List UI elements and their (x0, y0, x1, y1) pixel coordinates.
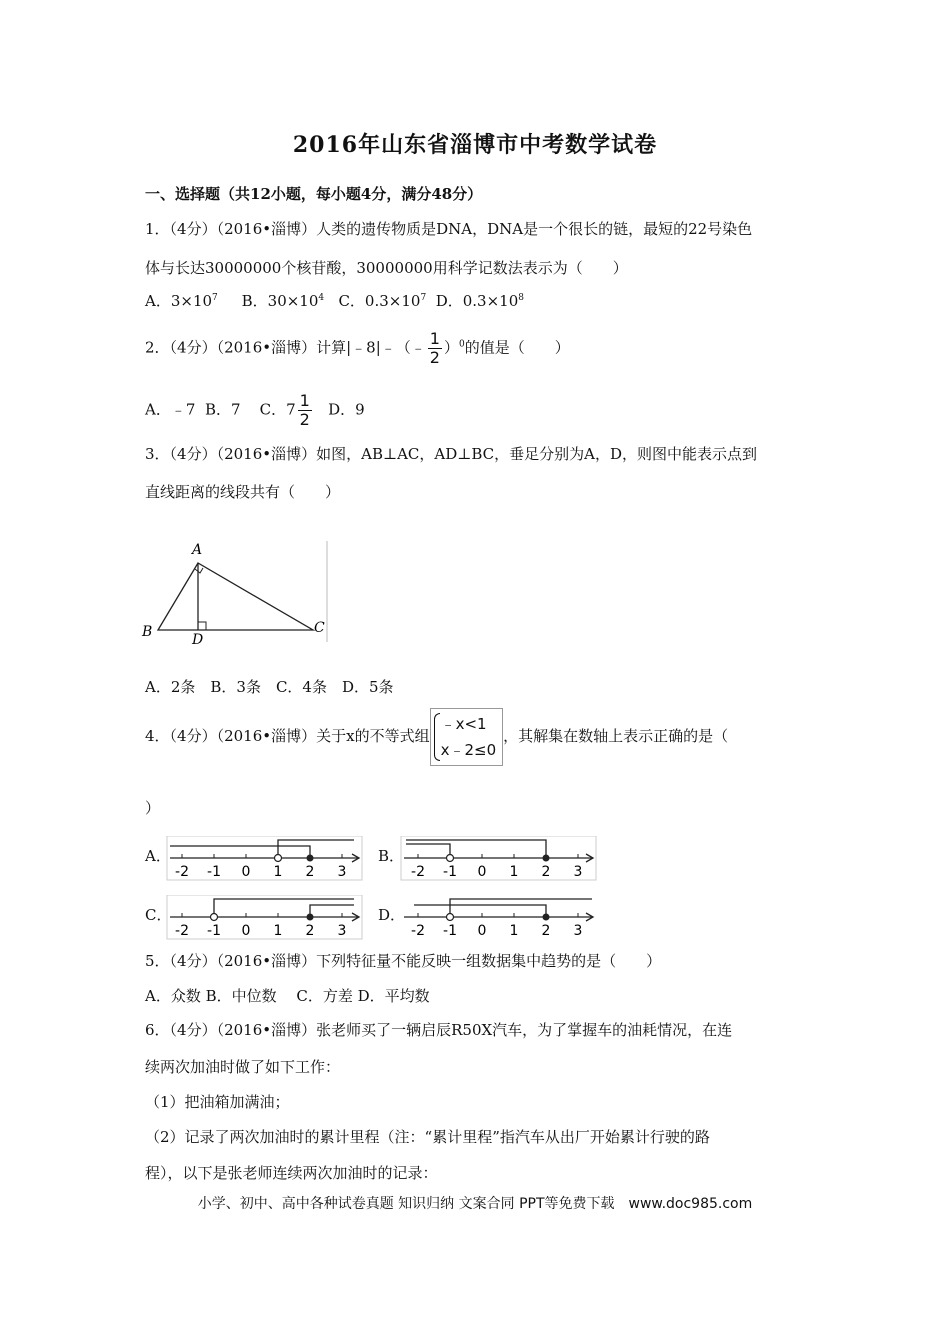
number-line-a (166, 836, 366, 881)
svg-text:1: 1 (509, 923, 519, 939)
q1-option-b: B．$30\times 10^4$ (241, 292, 325, 310)
vertex-label-d: D (192, 632, 204, 646)
q2-fraction: $\frac{1}{2}$ (429, 329, 440, 367)
svg-text:2: 2 (541, 923, 551, 939)
q4-option-b-label: B． (378, 847, 405, 865)
inequality-system: ﹣x<1 x﹣2≤0 (430, 708, 504, 766)
q6-line5: 程），以下是张老师连续两次加油时的记录： (145, 1164, 438, 1182)
svg-text:1: 1 (273, 923, 283, 939)
q4-stem: 4．（4分）（2016•淄博）关于x的不等式组 ﹣x<1 x﹣2≤0 ，其解集在数轴上表示正确的是（ (145, 708, 728, 766)
svg-text:0: 0 (241, 864, 251, 880)
number-line-b (400, 836, 600, 881)
svg-text:-2: -2 (411, 923, 425, 939)
q6-line4: （2）记录了两次加油时的累计里程（注：“累计里程”指汽车从出厂开始累计行驶的路 (145, 1128, 710, 1146)
q1-option-c: C．$0.3\times 10^7$ (338, 292, 427, 310)
q6-line1: 6．（4分）（2016•淄博）张老师买了一辆启辰R50X汽车，为了掌握车的油耗情况，在连 (145, 1021, 733, 1039)
q5-stem: 5．（4分）（2016•淄博）下列特征量不能反映一组数据集中趋势的是（ ） (145, 952, 662, 970)
svg-text:0: 0 (477, 923, 487, 939)
exam-title: 2016年山东省淄博市中考数学试卷 (292, 132, 658, 158)
number-line-c (166, 895, 366, 940)
vertex-label-c: C (314, 620, 325, 636)
q4-option-a-label: A． (145, 847, 171, 865)
svg-text:2: 2 (541, 864, 551, 880)
q3-options: A．2条 B．3条 C．4条 D．5条 (145, 678, 394, 696)
svg-text:3: 3 (337, 864, 347, 880)
q4-line2: ） (145, 799, 161, 817)
vertex-label-a: A (192, 542, 203, 558)
q1-line1: 1．（4分）（2016•淄博）人类的遗传物质是DNA，DNA是一个很长的链，最短的22号染色 (145, 220, 753, 238)
svg-text:-1: -1 (207, 864, 221, 880)
q1-option-a: A．$3\times 10^7$ (145, 292, 218, 310)
svg-text:1: 1 (509, 864, 519, 880)
q5-options: A．众数 B．中位数 C．方差 D．平均数 (145, 987, 430, 1005)
svg-text:-2: -2 (175, 923, 189, 939)
q2-option-c-fraction: $\frac{1}{2}$ (299, 391, 310, 429)
q4-option-c-label: C． (145, 906, 172, 924)
svg-text:-2: -2 (411, 864, 425, 880)
svg-text:-2: -2 (175, 864, 189, 880)
q2-options: A．﹣7 B．7 C．7 $\frac{1}{2}$ D．9 (145, 391, 365, 429)
vertex-label-b: B (142, 624, 153, 640)
svg-text:2: 2 (305, 864, 315, 880)
svg-text:-1: -1 (443, 864, 457, 880)
svg-text:3: 3 (337, 923, 347, 939)
q6-line3: （1）把油箱加满油； (145, 1093, 290, 1111)
number-line-d (400, 895, 600, 940)
svg-text:-1: -1 (207, 923, 221, 939)
svg-text:3: 3 (573, 923, 583, 939)
page-footer: 小学、初中、高中各种试卷真题 知识归纳 文案合同 PPT等免费下载 www.doc985.com (197, 1196, 753, 1212)
svg-text:3: 3 (573, 864, 583, 880)
q3-line1: 3．（4分）（2016•淄博）如图，AB⊥AC，AD⊥BC，垂足分别为A，D，则图中能表示点到 (145, 445, 757, 463)
q1-option-d: D．$0.3\times 10^8$ (435, 292, 524, 310)
svg-text:-1: -1 (443, 923, 457, 939)
q2-stem: 2．（4分）（2016•淄博）计算|﹣8|﹣（﹣ $\frac{1}{2}$ ）$^0$的值是（ ） (145, 329, 570, 367)
svg-text:0: 0 (477, 864, 487, 880)
q1-line2: 体与长达30000000个核苷酸，30000000用科学记数法表示为（ ） (145, 259, 628, 277)
svg-text:1: 1 (273, 864, 283, 880)
triangle-figure (140, 538, 330, 646)
svg-text:0: 0 (241, 923, 251, 939)
svg-text:2: 2 (305, 923, 315, 939)
q4-option-d-label: D． (378, 906, 406, 924)
q3-line2: 直线距离的线段共有（ ） (145, 483, 341, 501)
section-heading: 一、选择题（共12小题，每小题4分，满分48分） (145, 185, 483, 203)
q6-line2: 续两次加油时做了如下工作： (145, 1058, 341, 1076)
q1-options (145, 290, 524, 311)
